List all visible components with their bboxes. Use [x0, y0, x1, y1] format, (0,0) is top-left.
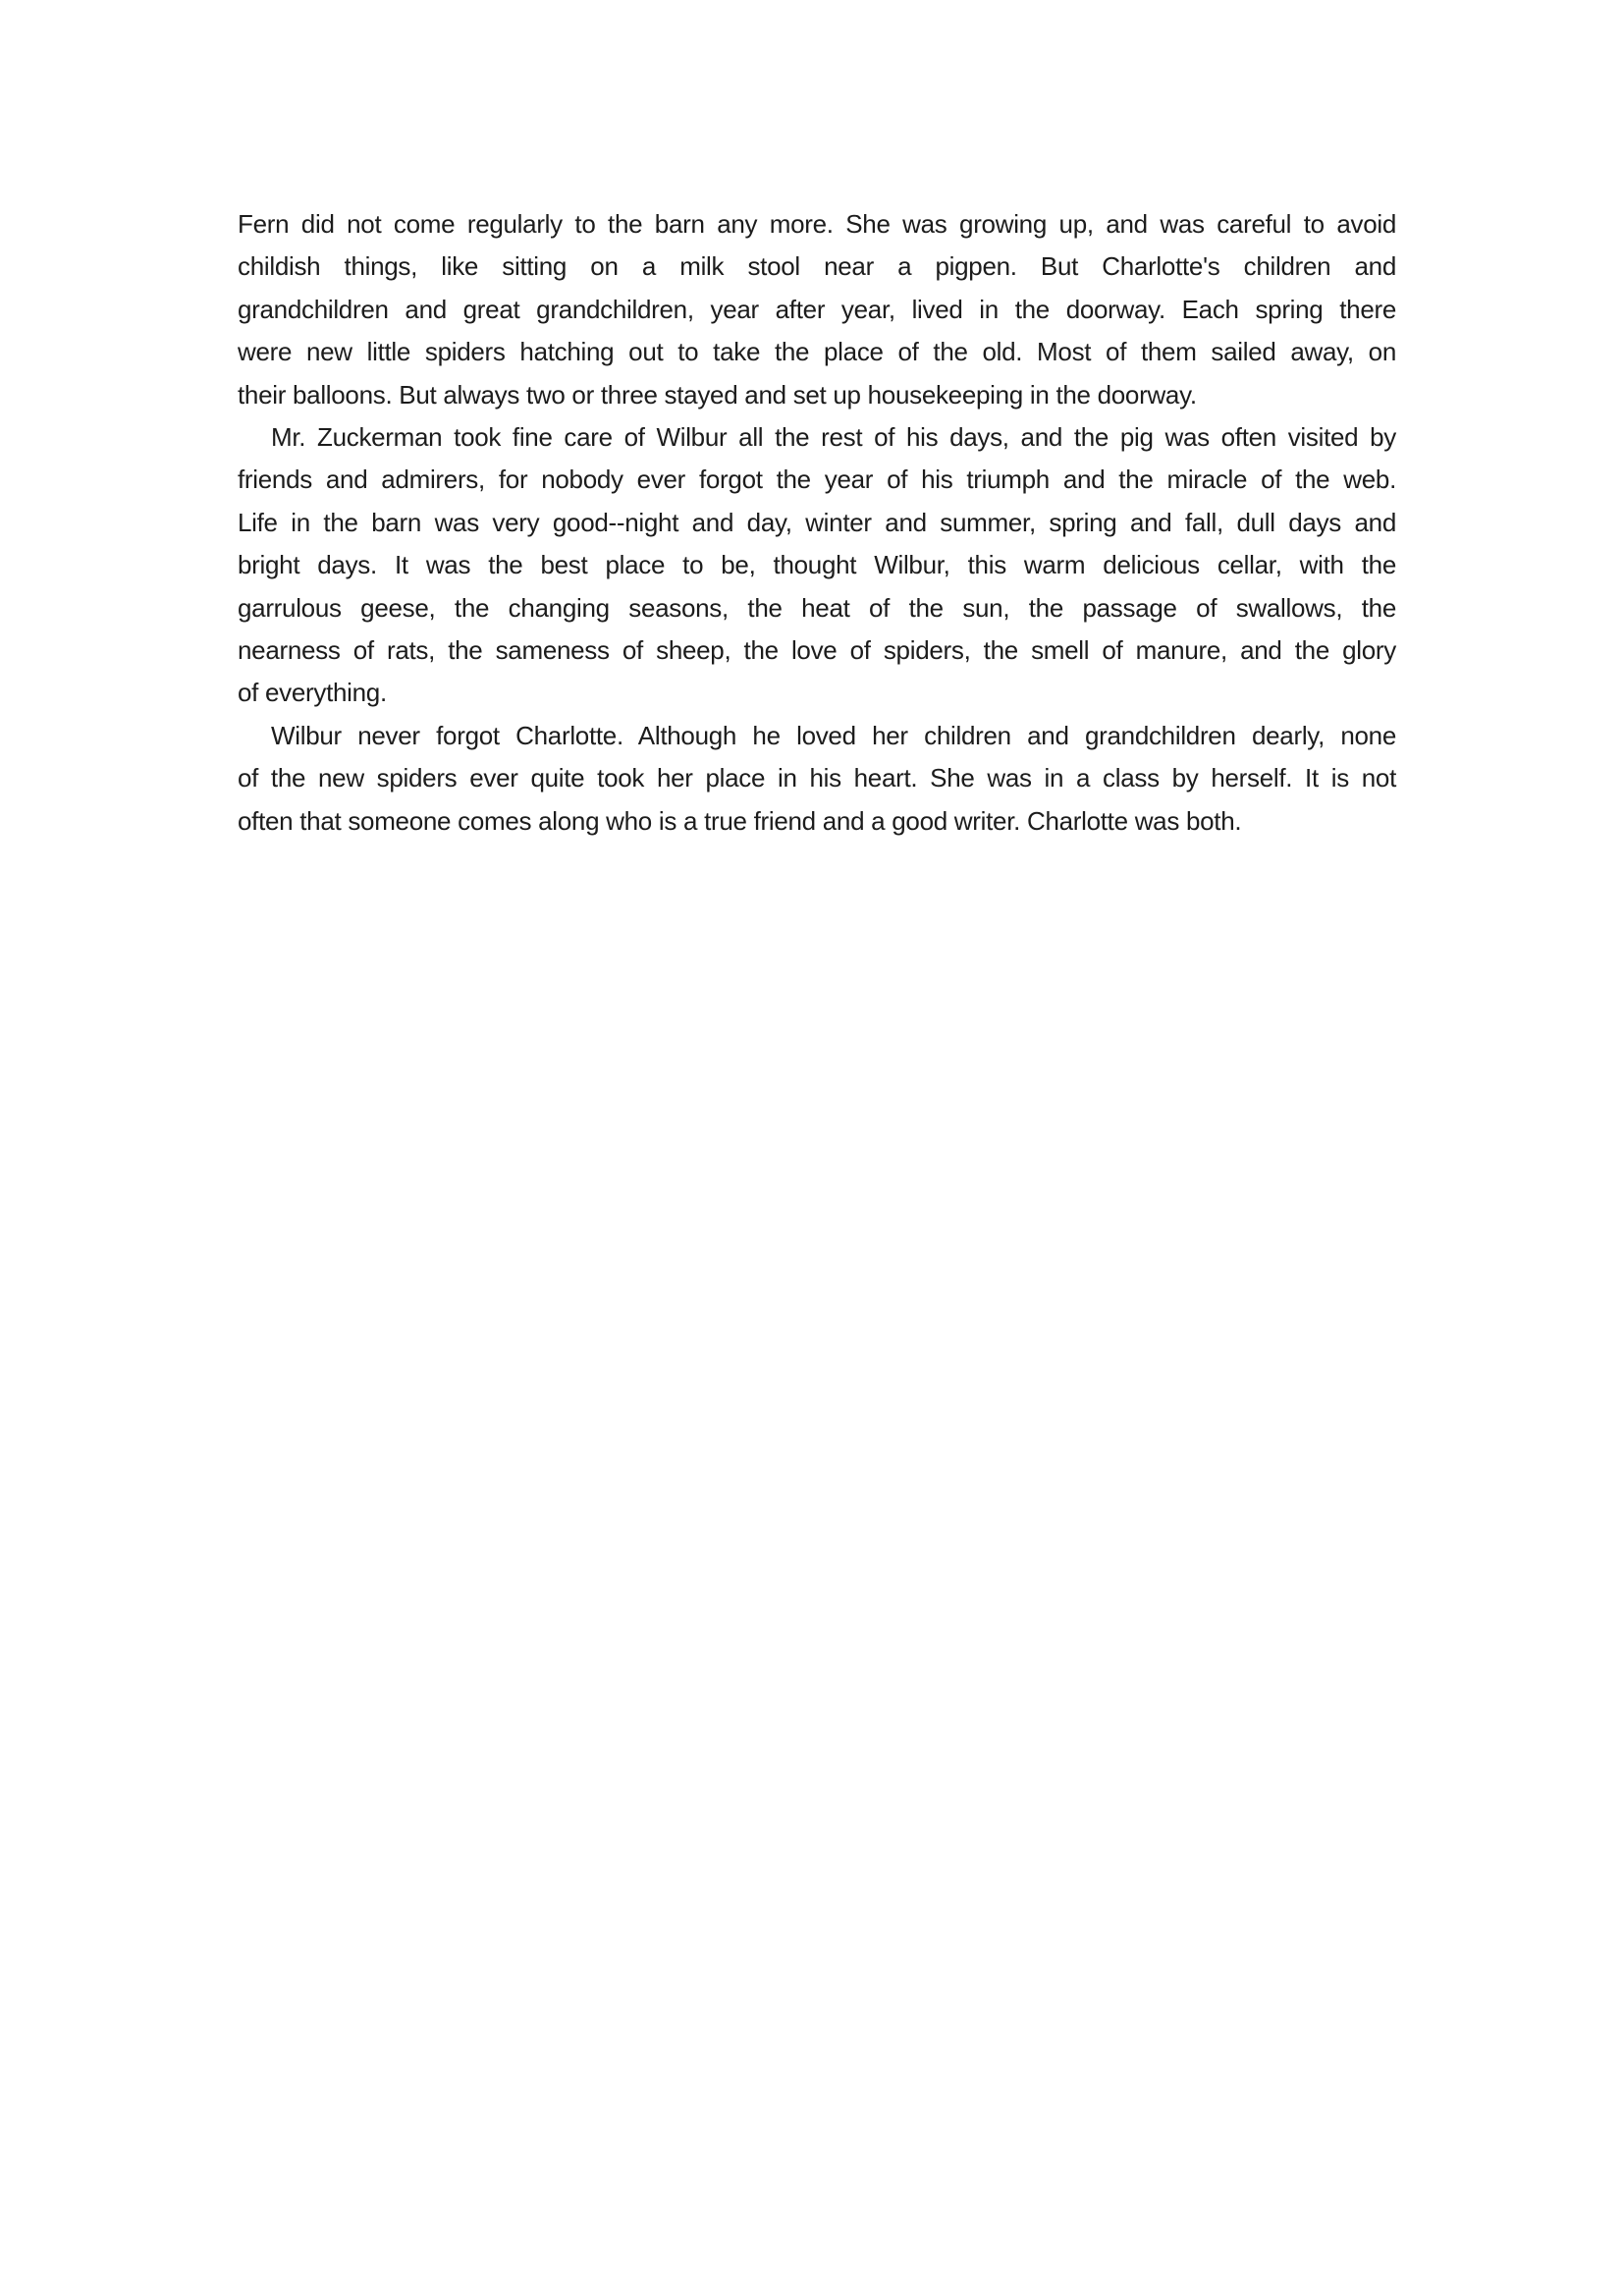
text-line: grandchildren and great grandchildren, year after year, lived in the doorway. Each spring there: [238, 294, 1396, 324]
text-line: friends and admirers, for nobody ever forgot the year of his triumph and the miracle of the web.: [238, 465, 1396, 495]
text-line: often that someone comes along who is a true friend and a good writer. Charlotte was both.: [238, 805, 1242, 836]
text-line: bright days. It was the best place to be, thought Wilbur, this warm delicious cellar, with the: [238, 550, 1396, 580]
text-line: of the new spiders ever quite took her place in his heart. She was in a class by herself. It is not: [238, 763, 1396, 793]
text-line: were new little spiders hatching out to take the place of the old. Most of them sailed away, on: [238, 337, 1396, 367]
text-line: Fern did not come regularly to the barn any more. She was growing up, and was careful to avoid: [238, 209, 1396, 239]
text-line: nearness of rats, the sameness of sheep, the love of spiders, the smell of manure, and the glory: [238, 635, 1396, 666]
paragraph-zuckerman: [238, 416, 1396, 715]
text-line: Life in the barn was very good--night and day, winter and summer, spring and fall, dull days and: [238, 507, 1396, 537]
text-line: their balloons. But always two or three stayed and set up housekeeping in the doorway.: [238, 379, 1197, 410]
text-line: childish things, like sitting on a milk stool near a pigpen. But Charlotte's children and: [238, 251, 1396, 282]
text-line: of everything.: [238, 678, 387, 708]
text-line: garrulous geese, the changing seasons, the heat of the sun, the passage of swallows, the: [238, 592, 1396, 623]
paragraph-fern: [238, 203, 1396, 416]
text-line: Mr. Zuckerman took fine care of Wilbur all the rest of his days, and the pig was often visited by: [271, 422, 1396, 453]
text-line: Wilbur never forgot Charlotte. Although he loved her children and grandchildren dearly, none: [271, 720, 1396, 750]
text-block: [238, 203, 1396, 843]
paragraph-wilbur: [238, 715, 1396, 843]
